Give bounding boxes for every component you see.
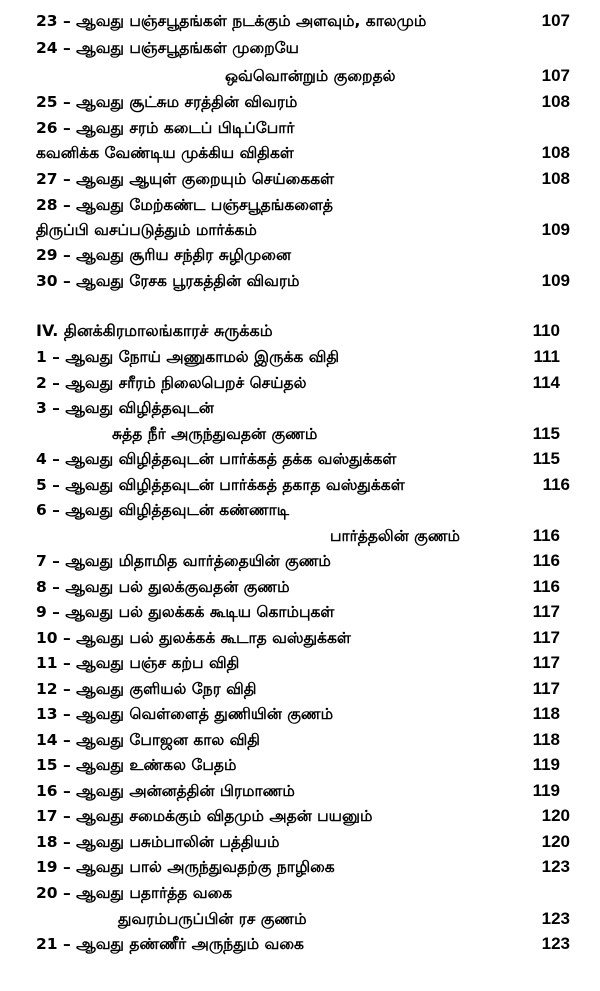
toc-entry <box>0 446 600 472</box>
entry-title: 15 – ஆவது உண்கல பேதம் <box>36 756 237 774</box>
toc-entry <box>0 625 600 651</box>
toc-entry <box>0 548 600 574</box>
toc-entry <box>0 497 600 523</box>
entry-page-number: 107 <box>541 66 570 85</box>
entry-page-number: 109 <box>541 220 570 239</box>
entry-title: 19 – ஆவது பால் அருந்துவதற்கு நாழிகை <box>36 858 335 876</box>
toc-entry <box>0 574 600 600</box>
entry-title: 2 – ஆவது சரீரம் நிலைபெறச் செய்தல் <box>36 374 307 392</box>
entry-title: 24 – ஆவது பஞ்சபூதங்கள் முறையே <box>36 39 299 57</box>
toc-entry <box>0 8 600 34</box>
entry-title: 30 – ஆவது ரேசக பூரகத்தின் விவரம் <box>36 272 300 290</box>
entry-title: 18 – ஆவது பசும்பாலின் பத்தியம் <box>36 833 280 851</box>
toc-entry <box>0 599 600 625</box>
entry-title: 17 – ஆவது சமைக்கும் விதமும் அதன் பயனும் <box>36 807 373 825</box>
entry-page-number: 118 <box>532 704 560 723</box>
entry-page-number: 116 <box>532 526 560 545</box>
toc-entry <box>0 35 600 61</box>
toc-entry <box>0 192 600 218</box>
entry-page-number: 115 <box>532 449 560 468</box>
toc-entry <box>0 854 600 880</box>
toc-entry <box>0 880 600 906</box>
toc-entry <box>0 370 600 396</box>
entry-title: 12 – ஆவது குளியல் நேர விதி <box>36 680 257 698</box>
entry-page-number: 120 <box>541 832 570 851</box>
entry-page-number: 109 <box>541 271 570 290</box>
toc-entry <box>0 931 600 957</box>
entry-title: 9 – ஆவது பல் துலக்கக் கூடிய கொம்புகள் <box>36 603 335 621</box>
section-page-number: 110 <box>532 321 560 340</box>
entry-page-number: 108 <box>541 169 570 188</box>
entry-page-number: 108 <box>541 92 570 111</box>
entry-page-number: 119 <box>532 755 560 774</box>
toc-entry-continuation <box>0 217 600 243</box>
toc-entry <box>0 650 600 676</box>
toc-entry <box>0 166 600 192</box>
entry-title: 20 – ஆவது பதார்த்த வகை <box>36 884 233 902</box>
entry-page-number: 123 <box>541 909 570 928</box>
entry-title: 13 – ஆவது வெள்ளைத் துணியின் குணம் <box>36 705 334 723</box>
entry-page-number: 116 <box>542 475 570 494</box>
entry-page-number: 117 <box>532 679 560 698</box>
entry-page-number: 116 <box>532 577 560 596</box>
entry-title: 27 – ஆவது ஆயுள் குறையும் செய்கைகள் <box>36 170 335 188</box>
toc-entry <box>0 89 600 115</box>
toc-entry <box>0 115 600 141</box>
entry-page-number: 118 <box>532 730 560 749</box>
entry-page-number: 119 <box>532 781 560 800</box>
toc-entry <box>0 344 600 370</box>
entry-page-number: 116 <box>532 551 560 570</box>
entry-title: 5 – ஆவது விழித்தவுடன் பார்க்கத் தகாத வஸ்துக்கள் <box>36 476 405 494</box>
entry-page-number: 108 <box>541 143 570 162</box>
entry-title: 4 – ஆவது விழித்தவுடன் பார்க்கத் தக்க வஸ்துக்கள் <box>36 450 397 468</box>
toc-entry <box>0 676 600 702</box>
entry-title: பார்த்தலின் குணம் <box>330 527 461 545</box>
entry-title: 23 – ஆவது பஞ்சபூதங்கள் நடக்கும் அளவும், காலமும் <box>36 12 427 30</box>
entry-title: சுத்த நீர் அருந்துவதன் குணம் <box>112 425 318 443</box>
entry-page-number: 111 <box>533 347 560 366</box>
entry-page-number: 117 <box>532 653 560 672</box>
entry-page-number: 114 <box>532 373 560 392</box>
entry-page-number: 115 <box>532 424 560 443</box>
entry-title: ஒவ்வொன்றும் குறைதல் <box>225 67 396 85</box>
toc-entry-continuation <box>0 906 600 932</box>
toc-entry <box>0 242 600 268</box>
entry-title: 6 – ஆவது விழித்தவுடன் கண்ணாடி <box>36 501 290 519</box>
toc-entry <box>0 701 600 727</box>
entry-title: கவனிக்க வேண்டிய முக்கிய விதிகள் <box>36 144 294 162</box>
entry-page-number: 123 <box>541 857 570 876</box>
entry-page-number: 123 <box>541 934 570 953</box>
entry-title: 28 – ஆவது மேற்கண்ட பஞ்சபூதங்களைத் <box>36 196 333 214</box>
entry-page-number: 107 <box>541 11 570 30</box>
entry-title: 25 – ஆவது சூட்சும சரத்தின் விவரம் <box>36 93 298 111</box>
entry-title: 7 – ஆவது மிதாமித வார்த்தையின் குணம் <box>36 552 331 570</box>
toc-entry-continuation <box>0 63 600 89</box>
toc-entry <box>0 727 600 753</box>
section-title: IV. தினக்கிரமாலங்காரச் சுருக்கம் <box>36 321 273 340</box>
entry-title: 11 – ஆவது பஞ்ச கற்ப விதி <box>36 654 240 672</box>
entry-title: 29 – ஆவது சூரிய சந்திர சுழிமுனை <box>36 246 291 264</box>
toc-entry <box>0 472 600 498</box>
entry-page-number: 120 <box>541 806 570 825</box>
entry-title: 14 – ஆவது போஜன கால விதி <box>36 731 260 749</box>
toc-entry-continuation <box>0 421 600 447</box>
entry-title: 8 – ஆவது பல் துலக்குவதன் குணம் <box>36 578 290 596</box>
entry-title: 21 – ஆவது தண்ணீர் அருந்தும் வகை <box>36 935 304 953</box>
toc-entry <box>0 395 600 421</box>
entry-title: 10 – ஆவது பல் துலக்கக் கூடாத வஸ்துக்கள் <box>36 629 351 647</box>
toc-entry <box>0 268 600 294</box>
entry-page-number: 117 <box>532 628 560 647</box>
toc-entry-continuation <box>0 140 600 166</box>
entry-title: 16 – ஆவது அன்னத்தின் பிரமாணம் <box>36 782 295 800</box>
entry-page-number: 117 <box>532 602 560 621</box>
toc-entry-continuation <box>0 523 600 549</box>
toc-entry <box>0 752 600 778</box>
section-heading <box>0 318 600 344</box>
entry-title: 3 – ஆவது விழித்தவுடன் <box>36 399 214 417</box>
toc-entry <box>0 803 600 829</box>
entry-title: துவரம்பருப்பின் ரச குணம் <box>118 910 307 928</box>
toc-entry <box>0 778 600 804</box>
entry-title: திருப்பி வசப்படுத்தும் மார்க்கம் <box>36 221 257 239</box>
entry-title: 26 – ஆவது சரம் கடைப் பிடிப்போர் <box>36 119 295 137</box>
toc-entry <box>0 829 600 855</box>
entry-title: 1 – ஆவது நோய் அணுகாமல் இருக்க விதி <box>36 348 340 366</box>
